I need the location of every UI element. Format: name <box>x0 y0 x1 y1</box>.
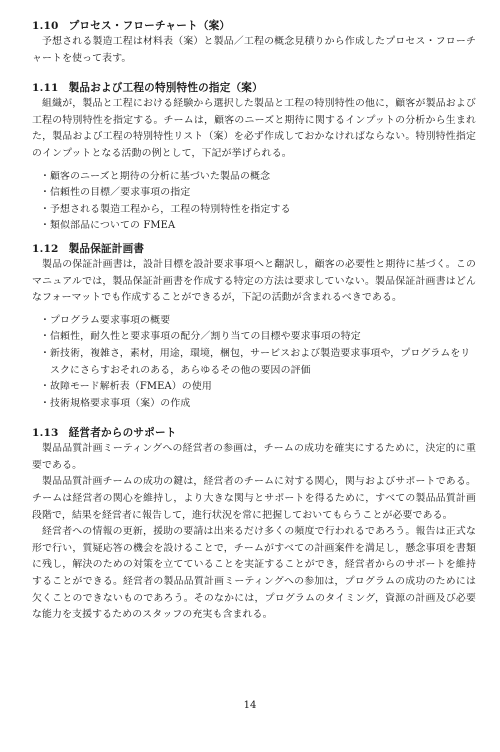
list-item: ・ プログラム要求事項の概要 <box>42 313 476 330</box>
list-item: ・ 新技術，複雑さ，素材，用途，環境，梱包，サービスおよび製造要求事項や，プログラムをリスクにさらすおそれのある，あらゆるその他の要因の評価 <box>42 346 476 379</box>
page-number: 14 <box>243 700 257 711</box>
paragraph: 組織が，製品と工程における経験から選択した製品と工程の特別特性の他に，顧客が製品および工程の特別特性を指定する。チームは，顧客のニーズと期待に関するインプットの分析から生まれた，製品および工程の特別特性リスト（案）を必ず作成しておかなければならない。特別特性指定のインプットとなる活動の例として，下記が挙げられる。 <box>32 98 476 159</box>
section-heading-1-13 <box>32 425 476 441</box>
section-title: 経営者からのサポート <box>68 427 177 440</box>
paragraph: 経営者への情報の更新，援助の要請は出来るだけ多くの頻度で行われるであろう。報告は正式な形で行い，質疑応答の機会を設けることで，チームがすべての計画案件を満足し，懸念事項を書類に残し，解決のための対策を立てていることを実証することができ，経営者からのサポートを維持することができる。経営者の製品品質計画ミーティングへの参加は，プログラムの成功のためには欠くことのできないものであろう。そのなかには，プログラムのタイミング，資源の計画及び必要な能力を支援するためのスタッフの充実も含まれる。 <box>32 526 476 621</box>
section-number: 1.13 <box>32 427 59 440</box>
section-number: 1.10 <box>32 20 59 32</box>
list-item: ・ 故障モード解析表（FMEA）の使用 <box>42 379 476 396</box>
section-heading-1-10 <box>32 18 476 34</box>
paragraph: 製品品質計画ミーティングへの経営者の参画は，チームの成功を確実にするために，決定的に重要である。 <box>32 443 476 471</box>
bullet-list <box>32 169 476 235</box>
section-heading-1-12 <box>32 241 476 257</box>
section-heading-1-11 <box>32 80 476 96</box>
list-item: ・ 予想される製造工程から，工程の特別特性を指定する <box>42 202 476 219</box>
list-item: ・ 類似部品についての FMEA <box>42 218 476 235</box>
list-item: ・ 技術規格要求事項（案）の作成 <box>42 396 476 413</box>
document-page <box>32 18 476 624</box>
section-number: 1.11 <box>32 82 59 95</box>
paragraph: 製品品質計画チームの成功の鍵は，経営者のチームに対する関心，関与およびサポートである。チームは経営者の関心を維持し，より大きな関与とサポートを得るために，すべての製品品質計画段階で，結果を経営者に報告して，進行状況を常に把握しておいてもらうことが必要である。 <box>32 476 476 521</box>
list-item: ・ 信頼性の目標／要求事項の指定 <box>42 185 476 202</box>
section-title: 製品保証計画書 <box>68 242 145 255</box>
paragraph: 予想される製造工程は材料表（案）と製品／工程の概念見積りから作成したプロセス・フローチャートを使って表す。 <box>32 36 476 64</box>
section-number: 1.12 <box>32 242 59 255</box>
list-item: ・ 顧客のニーズと期待の分析に基づいた製品の概念 <box>42 169 476 186</box>
list-item: ・ 信頼性，耐久性と要求事項の配分／割り当ての目標や要求事項の特定 <box>42 329 476 346</box>
paragraph: 製品の保証計画書は，設計目標を設計要求事項へと翻訳し，顧客の必要性と期待に基づく。このマニュアルでは，製品保証計画書を作成する特定の方法は要求していない。製品保証計画書はどんなフォーマットでも作成することができるが，下記の活動が含まれるべきである。 <box>32 258 476 304</box>
section-title: プロセス・フローチャート（案） <box>68 20 231 32</box>
section-title: 製品および工程の特別特性の指定（案） <box>68 82 263 95</box>
bullet-list <box>32 313 476 413</box>
